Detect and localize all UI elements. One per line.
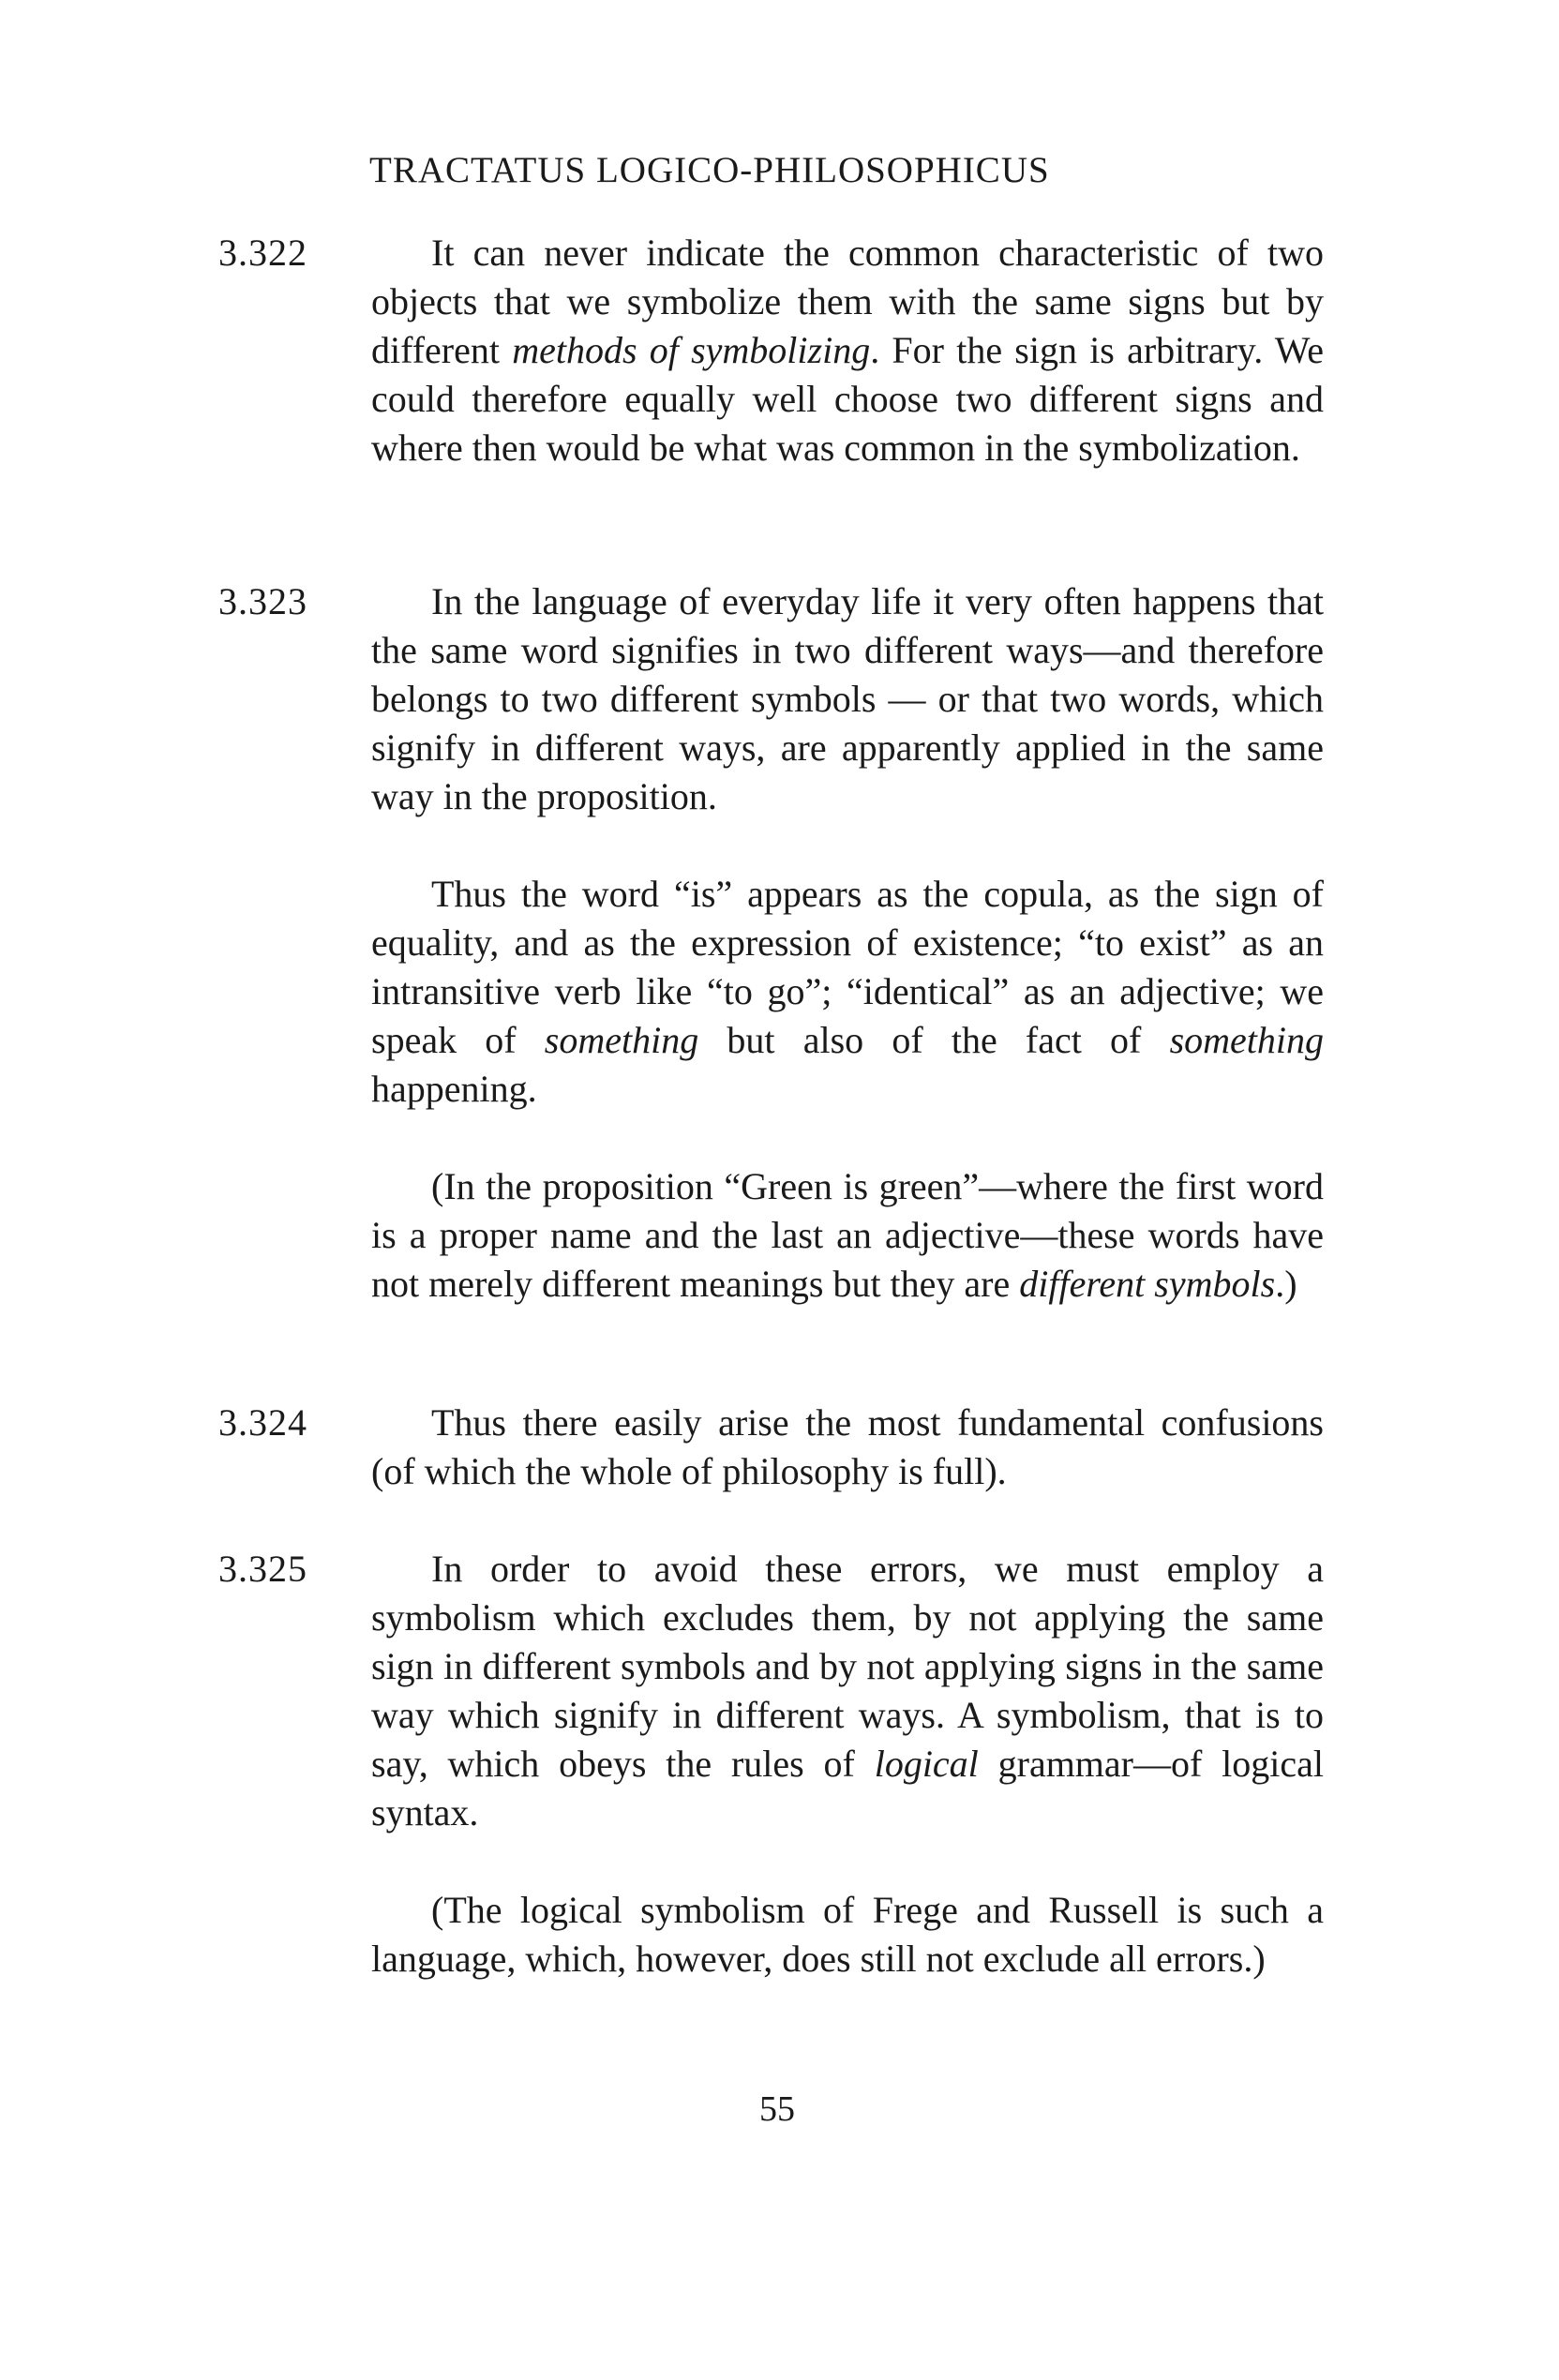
text-run: Thus there easily arise the most fundamental confusions (of which the whole of philosophy is full). xyxy=(371,1401,1324,1492)
paragraph xyxy=(371,1162,1324,1309)
text-run: Thus the word “is” appears as the copula, as the sign of equality, and as the expression of existence; “to exist” as an intransitive verb like “to go”; “identical” as an adjective; we speak of xyxy=(371,873,1324,1061)
italic-text: methods of symbolizing xyxy=(512,329,871,371)
paragraph xyxy=(371,1886,1324,1983)
text-run: It can never indicate the common characteristic of two objects that we symbolize them with the same signs but by different xyxy=(371,232,1324,371)
text-run: happening. xyxy=(371,1068,537,1110)
text-run: .) xyxy=(1275,1263,1297,1305)
text-run: (The logical symbolism of Frege and Russell is such a language, which, however, does still not exclude all errors.) xyxy=(371,1889,1324,1980)
text-run: (In the proposition “Green is green”—where the first word is a proper name and the last an adjective—these words have not merely different meanings but they are xyxy=(371,1165,1324,1305)
italic-text: something xyxy=(544,1019,699,1061)
section-number: 3.325 xyxy=(218,1548,307,1590)
text-run: grammar—of logical syntax. xyxy=(371,1743,1324,1834)
paragraph xyxy=(371,577,1324,821)
section-number: 3.323 xyxy=(218,580,307,622)
section-number: 3.324 xyxy=(218,1401,307,1444)
paragraph xyxy=(371,229,1324,472)
text-run: In order to avoid these errors, we must employ a symbolism which excludes them, by not applying the same sign in different symbols and by not applying signs in the same way which signify in different ways. A symbolism, that is to say, which obeys the rules of xyxy=(371,1548,1324,1785)
text-run: . For the sign is arbitrary. We could therefore equally well choose two different signs and where then would be what was common in the symbolization. xyxy=(371,329,1324,469)
italic-text: logical xyxy=(874,1743,979,1785)
italic-text: different symbols xyxy=(1019,1263,1276,1305)
text-run: In the language of everyday life it very often happens that the same word signifies in two different ways—and therefore belongs to two different symbols — or that two words, which signify in different ways, are apparently applied in the same way in the proposition. xyxy=(371,580,1324,817)
paragraph xyxy=(371,1399,1324,1496)
italic-text: something xyxy=(1169,1019,1324,1061)
paragraph xyxy=(371,1545,1324,1837)
text-run: but also of the fact of xyxy=(698,1019,1170,1061)
page-number: 55 xyxy=(759,2089,795,2129)
section-number: 3.322 xyxy=(218,232,307,274)
paragraph xyxy=(371,870,1324,1114)
running-head: TRACTATUS LOGICO-PHILOSOPHICUS xyxy=(369,150,1050,190)
